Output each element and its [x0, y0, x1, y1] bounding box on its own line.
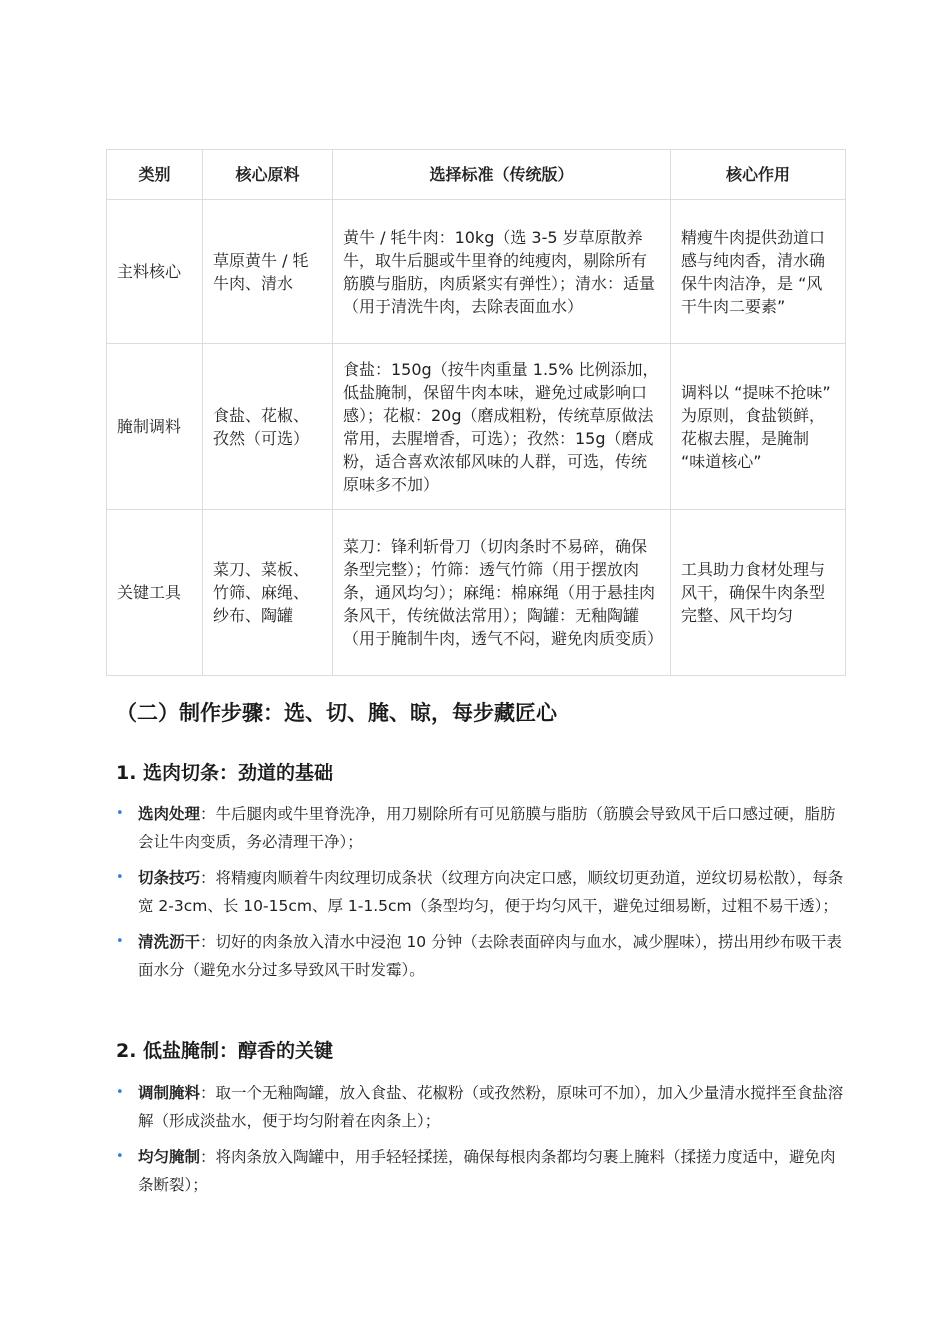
list-item [114, 864, 844, 920]
item-term: 调制腌料 [138, 1084, 201, 1102]
item-text: ：将精瘦肉顺着牛肉纹理切成条状（纹理方向决定口感，顺纹切更劲道，逆纹切易松散），每条宽 2-3cm、长 10-15cm、厚 1-1.5cm（条型均匀，便于均匀风干，避免过细易断，过粗不易干透）； [138, 869, 844, 915]
list-item [114, 1079, 844, 1135]
list-item [114, 928, 844, 984]
step1-list [114, 800, 844, 992]
list-item [114, 1143, 844, 1199]
cell-standard: 黄牛 / 牦牛肉：10kg（选 3-5 岁草原散养牛，取牛后腿或牛里脊的纯瘦肉，剔除所有筋膜与脂肪，肉质紧实有弹性）；清水：适量（用于清洗牛肉，去除表面血水） [333, 200, 671, 344]
item-term: 切条技巧 [138, 869, 201, 887]
header-category: 类别 [107, 150, 203, 200]
item-term: 均匀腌制 [138, 1148, 201, 1166]
cell-standard: 食盐：150g（按牛肉重量 1.5% 比例添加，低盐腌制，保留牛肉本味，避免过咸影响口感）；花椒：20g（磨成粗粉，传统草原做法常用，去腥增香，可选）；孜然：15g（磨成粉，适合喜欢浓郁风味的人群，可选，传统原味多不加） [333, 344, 671, 510]
item-text: ：牛后腿肉或牛里脊洗净，用刀剔除所有可见筋膜与脂肪（筋膜会导致风干后口感过硬，脂肪会让牛肉变质，务必清理干净）； [138, 805, 836, 851]
step2-title: 2. 低盐腌制：醇香的关键 [116, 1040, 334, 1062]
header-ingredients: 核心原料 [203, 150, 333, 200]
list-item [114, 800, 844, 856]
cell-ingredients: 草原黄牛 / 牦牛肉、清水 [203, 200, 333, 344]
bullet-icon: • [116, 934, 124, 949]
item-text: ：切好的肉条放入清水中浸泡 10 分钟（去除表面碎肉与血水，减少腥味），捞出用纱布吸干表面水分（避免水分过多导致风干时发霉）。 [138, 933, 842, 979]
item-term: 选肉处理 [138, 805, 201, 823]
item-term: 清洗沥干 [138, 933, 201, 951]
header-role: 核心作用 [671, 150, 846, 200]
bullet-icon: • [116, 806, 124, 821]
bullet-icon: • [116, 1085, 124, 1100]
section-title: （二）制作步骤：选、切、腌、晾，每步藏匠心 [116, 701, 557, 725]
bullet-icon: • [116, 1149, 124, 1164]
cell-role: 精瘦牛肉提供劲道口感与纯肉香，清水确保牛肉洁净，是 “风干牛肉二要素” [671, 200, 846, 344]
cell-ingredients: 菜刀、菜板、竹筛、麻绳、纱布、陶罐 [203, 510, 333, 676]
cell-standard: 菜刀：锋利斩骨刀（切肉条时不易碎，确保条型完整）；竹筛：透气竹筛（用于摆放肉条，通风均匀）；麻绳：棉麻绳（用于悬挂肉条风干，传统做法常用）；陶罐：无釉陶罐（用于腌制牛肉，透气不闷，避免肉质变质） [333, 510, 671, 676]
step1-title: 1. 选肉切条：劲道的基础 [116, 762, 334, 784]
table-header-row [107, 150, 846, 200]
cell-category: 主料核心 [107, 200, 203, 344]
header-standard: 选择标准（传统版） [333, 150, 671, 200]
step2-list [114, 1079, 844, 1207]
cell-category: 腌制调料 [107, 344, 203, 510]
cell-ingredients: 食盐、花椒、孜然（可选） [203, 344, 333, 510]
table-row [107, 344, 846, 510]
cell-role: 工具助力食材处理与风干，确保牛肉条型完整、风干均匀 [671, 510, 846, 676]
cell-role: 调料以 “提味不抢味” 为原则，食盐锁鲜，花椒去腥，是腌制 “味道核心” [671, 344, 846, 510]
bullet-icon: • [116, 870, 124, 885]
table-row [107, 510, 846, 676]
ingredients-table [106, 149, 846, 676]
item-text: ：取一个无釉陶罐，放入食盐、花椒粉（或孜然粉，原味可不加），加入少量清水搅拌至食盐溶解（形成淡盐水，便于均匀附着在肉条上）； [138, 1084, 844, 1130]
item-text: ：将肉条放入陶罐中，用手轻轻揉搓，确保每根肉条都均匀裹上腌料（揉搓力度适中，避免肉条断裂）； [138, 1148, 836, 1194]
cell-category: 关键工具 [107, 510, 203, 676]
table-row [107, 200, 846, 344]
